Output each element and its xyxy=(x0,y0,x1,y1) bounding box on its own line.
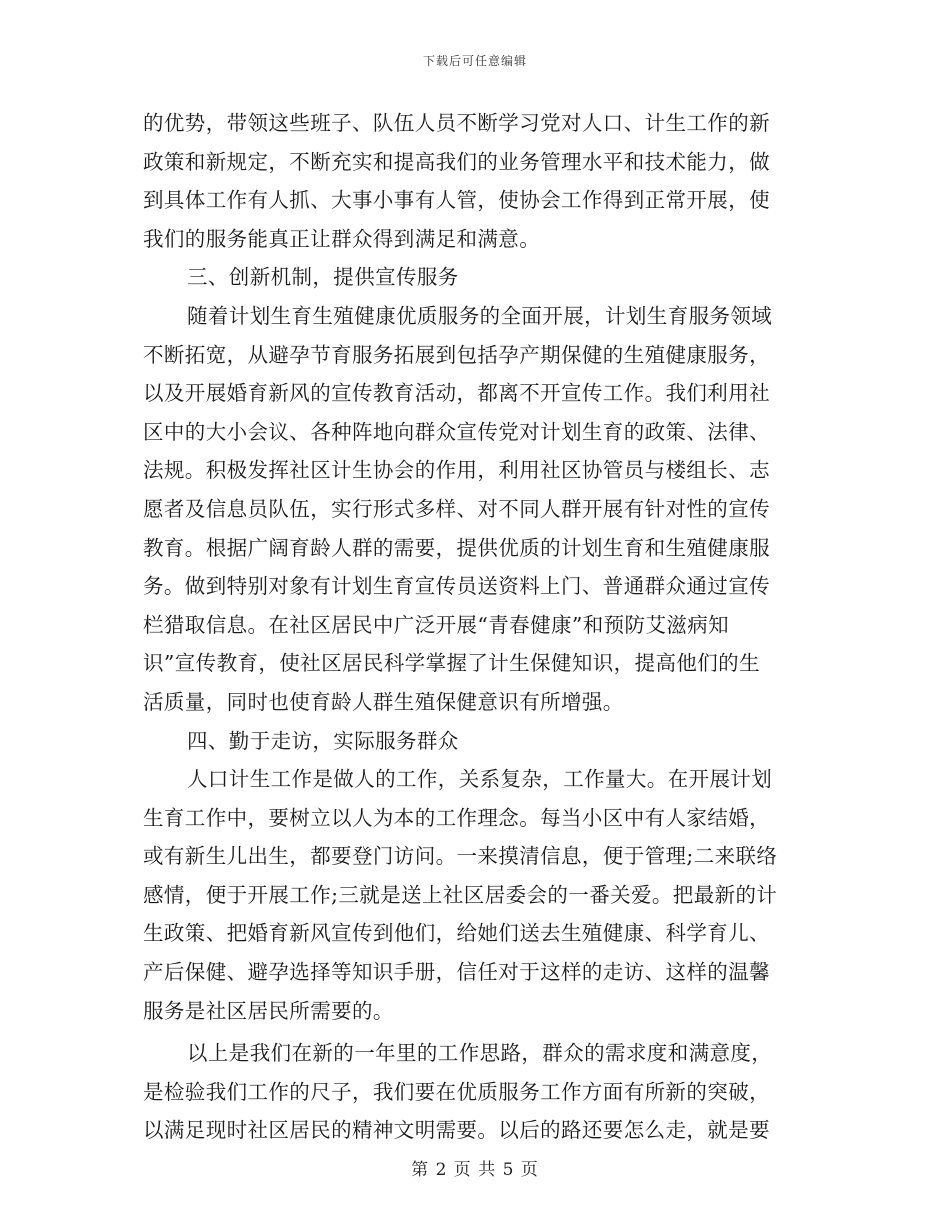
text-line: 不断拓宽，从避孕节育服务拓展到包括孕产期保健的生殖健康服务， xyxy=(143,342,770,367)
text-line: 是检验我们工作的尺子，我们要在优质服务工作方面有所新的突破， xyxy=(143,1079,770,1104)
text-line: 服务是社区居民所需要的。 xyxy=(143,998,394,1023)
text-line: 务。做到特别对象有计划生育宣传员送资料上门、普通群众通过宣传 xyxy=(143,574,770,599)
text-line: 生育工作中，要树立以人为本的工作理念。每当小区中有人家结婚， xyxy=(143,805,770,830)
text-line: 四、勤于走访，实际服务群众 xyxy=(187,728,459,753)
page-header: 下载后可任意编辑 xyxy=(422,54,527,68)
text-line: 以及开展婚育新风的宣传教育活动，都离不开宣传工作。我们利用社 xyxy=(143,381,770,406)
page-number-footer: 第 2 页 共 5 页 xyxy=(411,1160,539,1180)
text-line: 随着计划生育生殖健康优质服务的全面开展，计划生育服务领域 xyxy=(187,303,773,328)
text-line: 教育。根据广阔育龄人群的需要，提供优质的计划生育和生殖健康服 xyxy=(143,535,770,560)
text-line: 或有新生儿出生，都要登门访问。一来摸清信息，便于管理;二来联络 xyxy=(143,844,778,869)
text-line: 栏猎取信息。在社区居民中广泛开展“青春健康”和预防艾滋病知 xyxy=(143,612,730,637)
text-line: 区中的大小会议、各种阵地向群众宣传党对计划生育的政策、法律、 xyxy=(143,419,770,444)
text-line: 人口计生工作是做人的工作，关系复杂，工作量大。在开展计划 xyxy=(187,767,773,792)
text-line: 我们的服务能真正让群众得到满足和满意。 xyxy=(143,226,541,251)
document-body xyxy=(143,104,815,1150)
text-line: 愿者及信息员队伍，实行形式多样、对不同人群开展有针对性的宣传 xyxy=(143,496,770,521)
text-line: 活质量，同时也使育龄人群生殖保健意识有所增强。 xyxy=(143,689,624,714)
text-line: 产后保健、避孕选择等知识手册，信任对于这样的走访、这样的温馨 xyxy=(143,960,770,985)
text-line: 政策和新规定，不断充实和提高我们的业务管理水平和技术能力，做 xyxy=(143,149,770,174)
text-line: 感情，便于开展工作;三就是送上社区居委会的一番关爱。把最新的计 xyxy=(143,882,778,907)
text-line: 以满足现时社区居民的精神文明需要。以后的路还要怎么走，就是要 xyxy=(143,1118,770,1143)
text-line: 识”宣传教育，使社区居民科学掌握了计生保健知识，提高他们的生 xyxy=(143,651,760,676)
text-line: 以上是我们在新的一年里的工作思路，群众的需求度和满意度， xyxy=(187,1041,773,1066)
text-line: 三、创新机制，提供宣传服务 xyxy=(187,265,459,290)
text-line: 到具体工作有人抓、大事小事有人管，使协会工作得到正常开展，使 xyxy=(143,188,770,213)
text-line: 生政策、把婚育新风宣传到他们，给她们送去生殖健康、科学育儿、 xyxy=(143,921,770,946)
text-line: 法规。积极发挥社区计生协会的作用，利用社区协管员与楼组长、志 xyxy=(143,458,770,483)
text-line: 的优势，带领这些班子、队伍人员不断学习党对人口、计生工作的新 xyxy=(143,111,770,135)
